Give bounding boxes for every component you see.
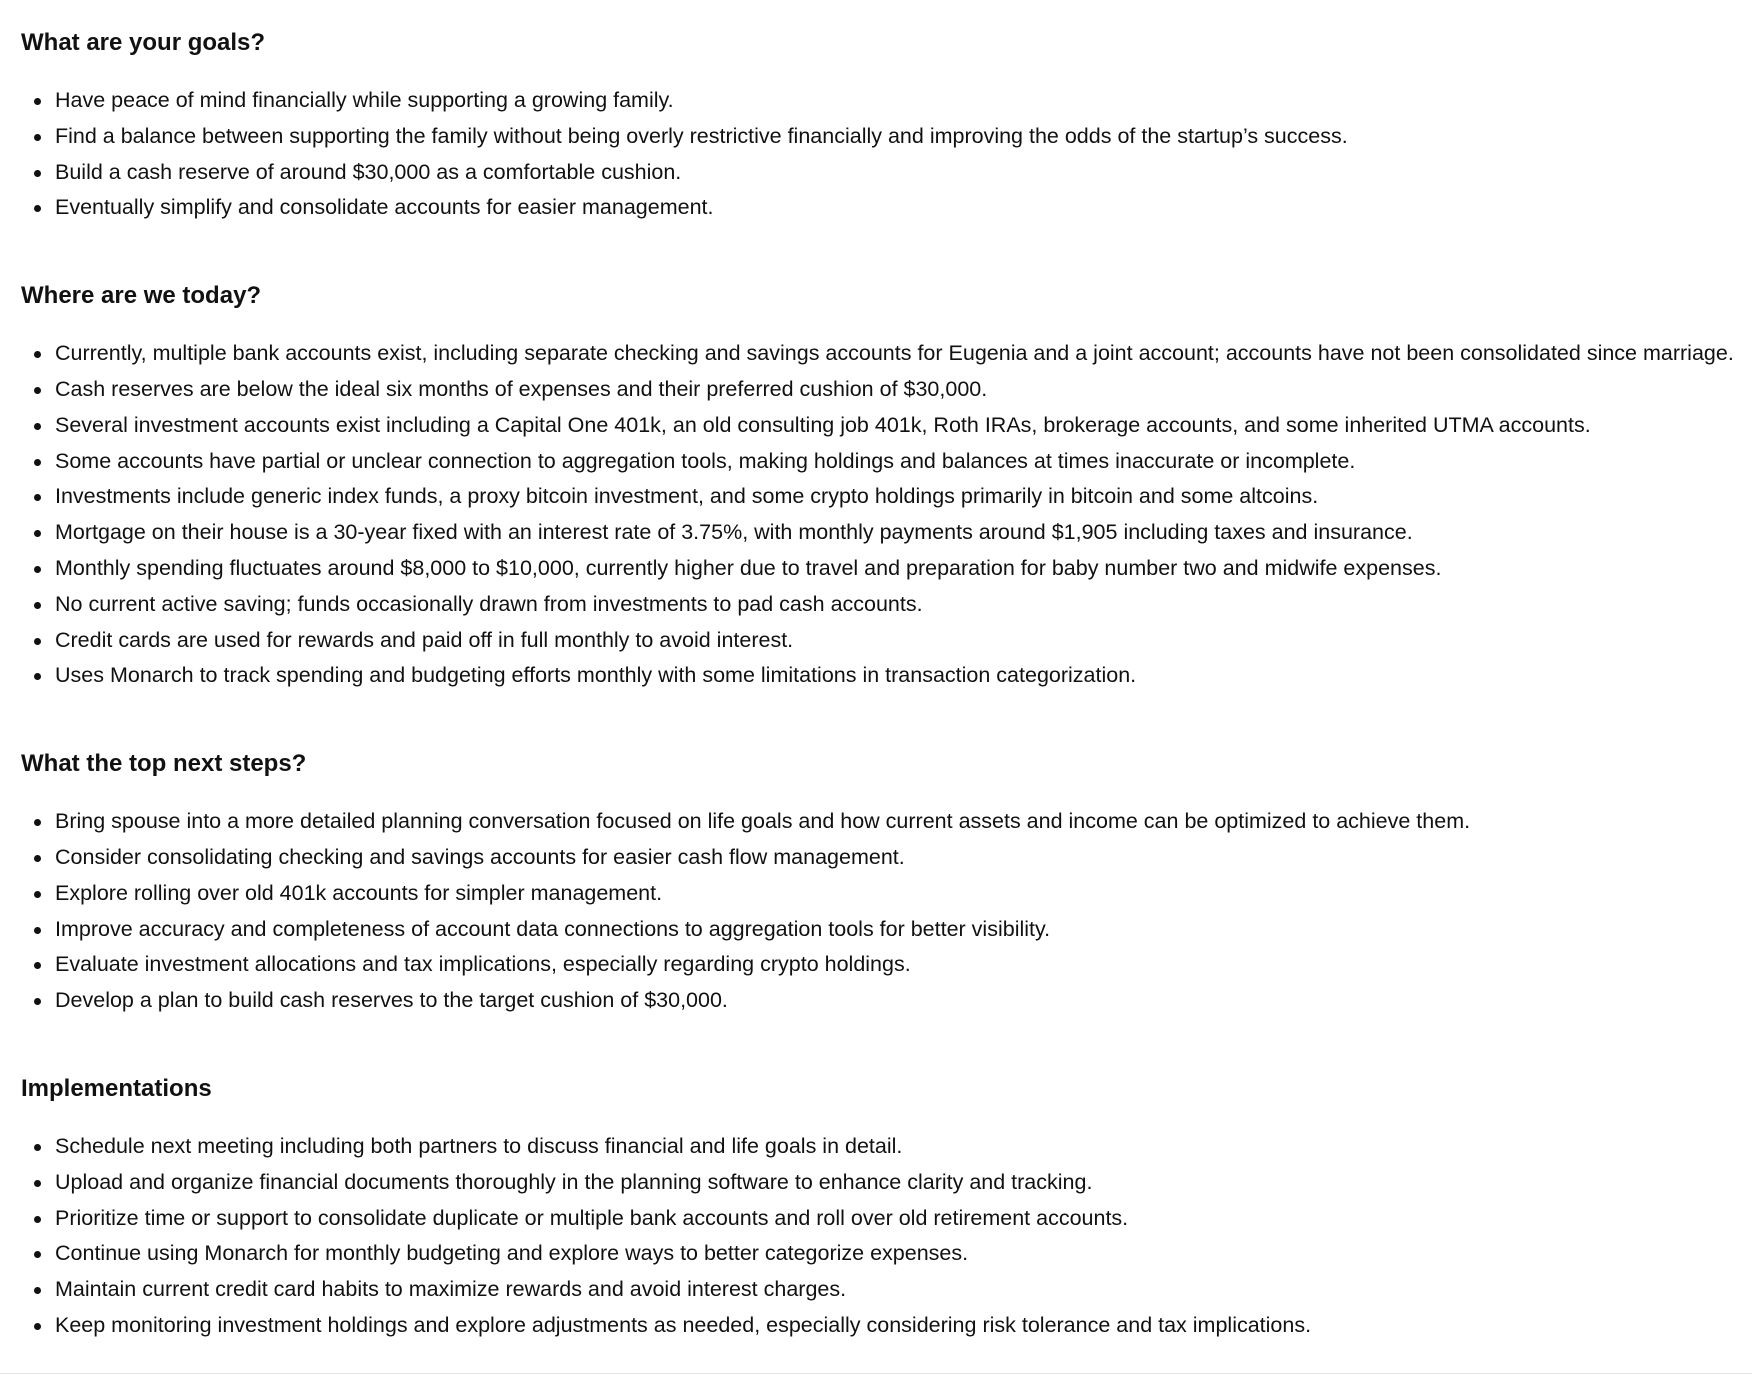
list-item: Cash reserves are below the ideal six months of expenses and their preferred cushion of $30,000. bbox=[21, 372, 1741, 408]
list-item: No current active saving; funds occasionally drawn from investments to pad cash accounts. bbox=[21, 587, 1741, 623]
list-item: Investments include generic index funds, a proxy bitcoin investment, and some crypto holdings primarily in bitcoin and some altcoins. bbox=[21, 479, 1741, 515]
section-goals bbox=[21, 28, 1741, 226]
section-implementations bbox=[21, 1074, 1741, 1344]
list-item: Schedule next meeting including both partners to discuss financial and life goals in detail. bbox=[21, 1129, 1741, 1165]
bottom-divider bbox=[0, 1373, 1752, 1374]
list-item: Evaluate investment allocations and tax implications, especially regarding crypto holdings. bbox=[21, 947, 1741, 983]
list-item: Eventually simplify and consolidate accounts for easier management. bbox=[21, 190, 1741, 226]
bullet-list bbox=[21, 1129, 1741, 1344]
section-title: What are your goals? bbox=[21, 29, 266, 56]
list-item: Several investment accounts exist including a Capital One 401k, an old consulting job 401k, Roth IRAs, brokerage accounts, and some inherited UTMA accounts. bbox=[21, 408, 1741, 444]
list-item: Explore rolling over old 401k accounts for simpler management. bbox=[21, 876, 1741, 912]
bullet-list bbox=[21, 336, 1741, 694]
list-item: Develop a plan to build cash reserves to the target cushion of $30,000. bbox=[21, 983, 1741, 1019]
list-item: Keep monitoring investment holdings and explore adjustments as needed, especially considering risk tolerance and tax implications. bbox=[21, 1308, 1741, 1344]
list-item: Credit cards are used for rewards and paid off in full monthly to avoid interest. bbox=[21, 623, 1741, 659]
list-item: Mortgage on their house is a 30-year fixed with an interest rate of 3.75%, with monthly payments around $1,905 including taxes and insurance. bbox=[21, 515, 1741, 551]
list-item: Build a cash reserve of around $30,000 as a comfortable cushion. bbox=[21, 155, 1741, 191]
list-item: Monthly spending fluctuates around $8,000 to $10,000, currently higher due to travel and preparation for baby number two and midwife expenses. bbox=[21, 551, 1741, 587]
list-item: Find a balance between supporting the family without being overly restrictive financially and improving the odds of the startup’s success. bbox=[21, 119, 1741, 155]
list-item: Some accounts have partial or unclear connection to aggregation tools, making holdings and balances at times inaccurate or incomplete. bbox=[21, 444, 1741, 480]
list-item: Currently, multiple bank accounts exist, including separate checking and savings accounts for Eugenia and a joint account; accounts have not been consolidated since marriage. bbox=[21, 336, 1741, 372]
list-item: Have peace of mind financially while supporting a growing family. bbox=[21, 83, 1741, 119]
list-item: Uses Monarch to track spending and budgeting efforts monthly with some limitations in transaction categorization. bbox=[21, 658, 1741, 694]
list-item: Upload and organize financial documents thoroughly in the planning software to enhance clarity and tracking. bbox=[21, 1165, 1741, 1201]
section-title: What the top next steps? bbox=[21, 750, 307, 778]
document-body bbox=[21, 28, 1741, 1344]
section-title: Where are we today? bbox=[21, 282, 262, 310]
list-item: Maintain current credit card habits to maximize rewards and avoid interest charges. bbox=[21, 1272, 1741, 1308]
list-item: Prioritize time or support to consolidate duplicate or multiple bank accounts and roll over old retirement accounts. bbox=[21, 1201, 1741, 1237]
bullet-list bbox=[21, 83, 1741, 226]
section-today bbox=[21, 281, 1741, 694]
section-title: Implementations bbox=[21, 1074, 212, 1102]
list-item: Improve accuracy and completeness of account data connections to aggregation tools for better visibility. bbox=[21, 912, 1741, 948]
section-next-steps bbox=[21, 749, 1741, 1019]
list-item: Consider consolidating checking and savings accounts for easier cash flow management. bbox=[21, 840, 1741, 876]
list-item: Continue using Monarch for monthly budgeting and explore ways to better categorize expenses. bbox=[21, 1236, 1741, 1272]
list-item: Bring spouse into a more detailed planning conversation focused on life goals and how current assets and income can be optimized to achieve them. bbox=[21, 804, 1741, 840]
bullet-list bbox=[21, 804, 1741, 1019]
